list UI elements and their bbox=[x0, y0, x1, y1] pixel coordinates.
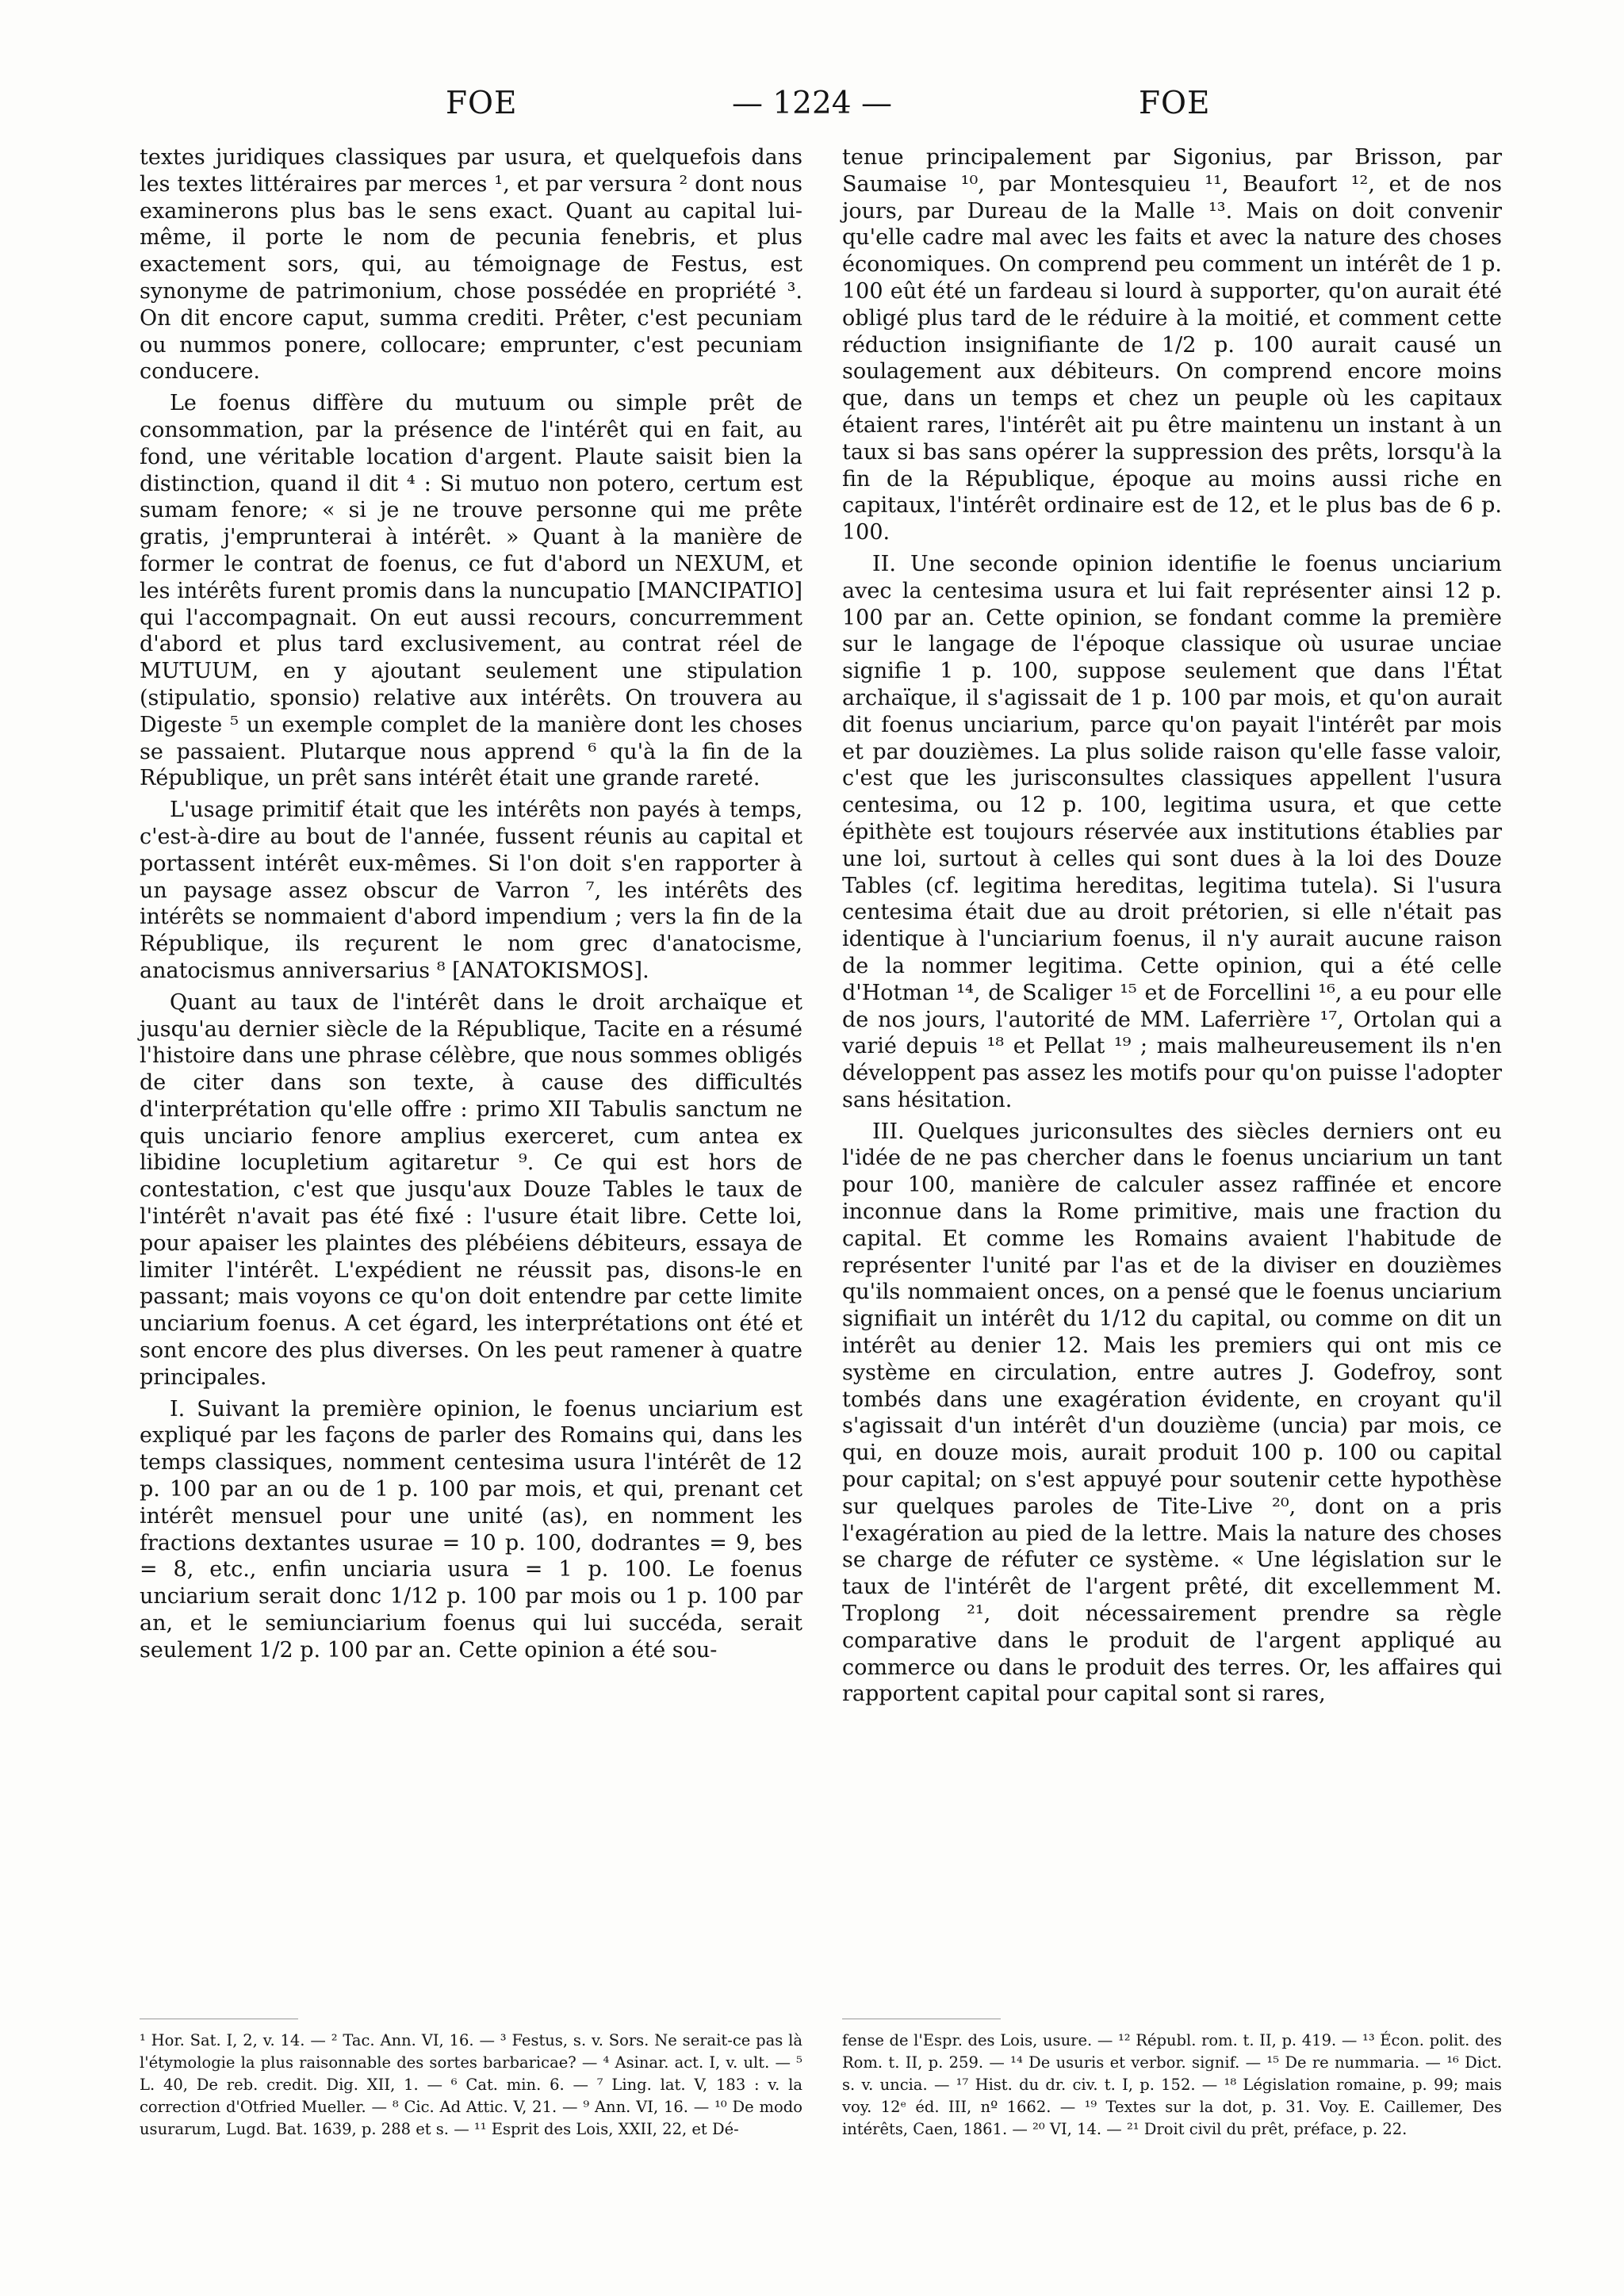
paragraph: Le foenus diffère du mutuum ou simple prêt de consommation, par la présence de l'intérêt qui en fait, au fond, une véritable location d'argent. Plaute saisit bien la distinction, quand il dit ⁴ : Si mutuo non potero, certum est sumam fenore; « si je ne trouve personne qui me prête gratis, j'emprunterai à intérêt. » Quant à la manière de former le contrat de foenus, ce fut d'abord un NEXUM, et les intérêts furent promis dans la nuncupatio [MANCIPATIO] qui l'accompagnait. On eut aussi recours, concurremment d'abord et plus tard exclusivement, au contrat réel de MUTUUM, en y ajoutant seulement une stipulation (stipulatio, sponsio) relative aux intérêts. On trouvera au Digeste ⁵ un exemple complet de la manière dont les choses se passaient. Plutarque nous apprend ⁶ qu'à la fin de la République, un prêt sans intérêt était une grande rareté. bbox=[140, 391, 802, 791]
paragraph: Quant au taux de l'intérêt dans le droit archaïque et jusqu'au dernier siècle de la République, Tacite en a résumé l'histoire dans une phrase célèbre, que nous sommes obligés de citer dans son texte, à cause des difficultés d'interprétation qu'elle offre : primo XII Tabulis sanctum ne quis unciario fenore amplius exerceret, cum antea ex libidine locupletium agitaretur ⁹. Ce qui est hors de contestation, c'est que jusqu'aux Douze Tables le taux de l'intérêt n'avait pas été fixé : l'usure était libre. Cette loi, pour apaiser les plaintes des plébéiens débiteurs, essaya de limiter l'intérêt. L'expédient ne réussit pas, disons-le en passant; mais voyons ce qu'on doit entendre par cette limite unciarium foenus. A cet égard, les interprétations ont été et sont encore des plus diverses. On les peut ramener à quatre principales. bbox=[140, 989, 802, 1390]
page-number: — 1224 — bbox=[731, 86, 893, 121]
paragraph: tenue principalement par Sigonius, par Brisson, par Saumaise ¹⁰, par Montesquieu ¹¹, Beaufort ¹², et de nos jours, par Dureau de la Malle ¹³. Mais on doit convenir qu'elle cadre mal avec les faits et avec la nature des choses économiques. On comprend peu comment un intérêt de 1 p. 100 eût été un fardeau si lourd à supporter, qu'on aurait été obligé plus tard de le réduire à la moitié, et comment cette réduction insignifiante de 1/2 p. 100 aurait causé un soulagement aux débiteurs. On comprend encore moins que, dans un temps et chez un peuple où les capitaux étaient rares, l'intérêt ait pu être maintenu un instant à un taux si bas sans opérer la suppression des prêts, lorsqu'à la fin de la République, époque au moins aussi riche en capitaux, l'intérêt ordinaire est de 12, et le plus bas de 6 p. 100. bbox=[842, 145, 1502, 545]
right-column bbox=[842, 144, 1502, 1708]
footnotes-right: fense de l'Espr. des Lois, usure. — ¹² Républ. rom. t. II, p. 419. — ¹³ Écon. polit. des Rom. t. II, p. 259. — ¹⁴ De usuris et verbor. signif. — ¹⁵ De re nummaria. — ¹⁶ Dict. s. v. uncia. — ¹⁷ Hist. du dr. civ. t. I, p. 152. — ¹⁸ Législation romaine, p. 99; mais voy. 12ᵉ éd. III, nº 1662. — ¹⁹ Textes sur la dot, p. 31. Voy. E. Caillemer, Des intérêts, Caen, 1861. — ²⁰ VI, 14. — ²¹ Droit civil du prêt, préface, p. 22. bbox=[842, 2031, 1502, 2138]
paragraph: L'usage primitif était que les intérêts non payés à temps, c'est-à-dire au bout de l'année, fussent réunis au capital et portassent intérêt eux-mêmes. Si l'on doit s'en rapporter à un paysage assez obscur de Varron ⁷, les intérêts des intérêts se nommaient d'abord impendium ; vers la fin de la République, ils reçurent le nom grec d'anatocisme, anatocismus anniversarius ⁸ [ANATOKISMOS]. bbox=[140, 798, 802, 983]
paragraph: II. Une seconde opinion identifie le foenus unciarium avec la centesima usura et lui fait représenter ainsi 12 p. 100 par an. Cette opinion, se fondant comme la première sur le langage de l'époque classique où usurae unciae signifie 1 p. 100, suppose seulement que dans l'État archaïque, il s'agissait de 1 p. 100 par mois, et qu'on aurait dit foenus unciarium, parce qu'on payait l'intérêt par mois et par douzièmes. La plus solide raison qu'elle fasse valoir, c'est que les jurisconsultes classiques appellent l'usura centesima, ou 12 p. 100, legitima usura, et que cette épithète est toujours réservée aux institutions établies par une loi, surtout à celles qui sont dues à la loi des Douze Tables (cf. legitima hereditas, legitima tutela). Si l'usura centesima était due au droit prétorien, si elle n'était pas identique à l'unciarium foenus, il n'y aurait aucune raison de la nommer legitima. Cette opinion, qui a été celle d'Hotman ¹⁴, de Scaliger ¹⁵ et de Forcellini ¹⁶, a eu pour elle de nos jours, l'autorité de MM. Laferrière ¹⁷, Ortolan qui a varié depuis ¹⁸ et Pellat ¹⁹ ; mais malheureusement ils n'en développent pas assez les motifs pour qu'on puisse l'adopter sans hésitation. bbox=[842, 551, 1502, 1112]
left-column bbox=[140, 144, 802, 1664]
paragraph: III. Quelques juriconsultes des siècles derniers ont eu l'idée de ne pas chercher dans le foenus unciarium un tant pour 100, manière de calculer assez raffinée et encore inconnue dans la Rome primitive, mais une fraction du capital. Et comme les Romains avaient l'habitude de représenter l'unité par l'as et de la diviser en douzièmes qu'ils nommaient onces, on a pensé que le foenus unciarium signifiait un intérêt du 1/12 du capital, ou comme on dit un intérêt au denier 12. Mais les premiers qui ont mis ce système en circulation, entre autres J. Godefroy, sont tombés dans une exagération évidente, en croyant qu'il s'agissait d'un intérêt d'un douzième (uncia) par mois, ce qui, en douze mois, aurait produit 100 p. 100 ou capital pour capital; on s'est appuyé pour soutenir cette hypothèse sur quelques paroles de Tite-Live ²⁰, dont on a pris l'exagération au pied de la lettre. Mais la nature des choses se charge de réfuter ce système. « Une législation sur le taux de l'intérêt de l'argent prêté, dit excellemment M. Troplong ²¹, doit nécessairement prendre sa règle comparative dans le produit de l'argent appliqué au commerce ou dans le produit des terres. Or, les affaires qui rapportent capital pour capital sont si rares, bbox=[842, 1119, 1502, 1707]
header-left-term: FOE bbox=[446, 86, 518, 121]
running-header bbox=[0, 86, 1624, 133]
header-right-term: FOE bbox=[1139, 86, 1211, 121]
paragraph: textes juridiques classiques par usura, et quelquefois dans les textes littéraires par merces ¹, et par versura ² dont nous examinerons plus bas le sens exact. Quant au capital lui-même, il porte le nom de pecunia fenebris, et plus exactement sors, qui, au témoignage de Festus, est synonyme de patrimonium, chose possédée en propriété ³. On dit encore caput, summa crediti. Prêter, c'est pecuniam ou nummos ponere, collocare; emprunter, c'est pecuniam conducere. bbox=[140, 145, 802, 385]
paragraph: I. Suivant la première opinion, le foenus unciarium est expliqué par les façons de parler des Romains qui, dans les temps classiques, nomment centesima usura l'intérêt de 12 p. 100 par an ou de 1 p. 100 par mois, et qui, prenant cet intérêt mensuel pour une unité (as), en nomment les fractions dextantes usurae = 10 p. 100, dodrantes = 9, bes = 8, etc., enfin unciaria usura = 1 p. 100. Le foenus unciarium serait donc 1/12 p. 100 par mois ou 1 p. 100 par an, et le semiunciarium foenus qui lui succéda, serait seulement 1/2 p. 100 par an. Cette opinion a été sou- bbox=[140, 1396, 802, 1663]
footnotes-left: ¹ Hor. Sat. I, 2, v. 14. — ² Tac. Ann. VI, 16. — ³ Festus, s. v. Sors. Ne serait-ce pas là l'étymologie la plus raisonnable des sortes barbaricae? — ⁴ Asinar. act. I, v. ult. — ⁵ L. 40, De reb. credit. Dig. XII, 1. — ⁶ Cat. min. 6. — ⁷ Ling. lat. V, 183 : v. la correction d'Otfried Mueller. — ⁸ Cic. Ad Attic. V, 21. — ⁹ Ann. VI, 16. — ¹⁰ De modo usurarum, Lugd. Bat. 1639, p. 288 et s. — ¹¹ Esprit des Lois, XXII, 22, et Dé- bbox=[140, 2031, 802, 2138]
